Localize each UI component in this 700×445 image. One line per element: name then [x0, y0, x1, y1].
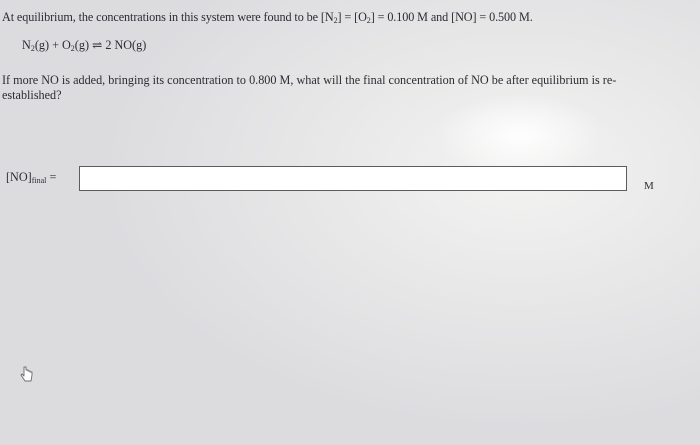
reaction-equation [22, 38, 146, 53]
answer-row [6, 166, 696, 196]
reaction-n2: N [22, 38, 31, 52]
reaction-n2-subscript: 2 [30, 44, 35, 53]
n2-subscript: 2 [333, 16, 338, 25]
intro-mid2: ] = 0.100 M and [NO] = 0.500 M. [370, 10, 533, 24]
answer-label-main: [NO] [6, 170, 32, 184]
answer-input[interactable] [79, 166, 627, 191]
answer-label-subscript: final [31, 176, 47, 185]
mouse-pointer-icon [20, 366, 34, 382]
answer-label [6, 170, 56, 185]
question-prompt: If more NO is added, bringing its concentration to 0.800 M, what will the final concentration of NO be after equilibrium is re-established? [2, 73, 617, 102]
reaction-products: (g) ⇌ 2 NO(g) [74, 38, 147, 52]
intro-prefix: At equilibrium, the concentrations in this system were found to be [N [2, 10, 334, 24]
answer-unit: M [644, 180, 654, 192]
intro-mid1: ] = [O [337, 10, 367, 24]
question-intro [2, 10, 533, 25]
reaction-o2-subscript: 2 [70, 44, 75, 53]
answer-equals: = [46, 170, 57, 184]
reaction-n2-state: (g) + O [34, 38, 71, 52]
o2-subscript: 2 [366, 16, 371, 25]
